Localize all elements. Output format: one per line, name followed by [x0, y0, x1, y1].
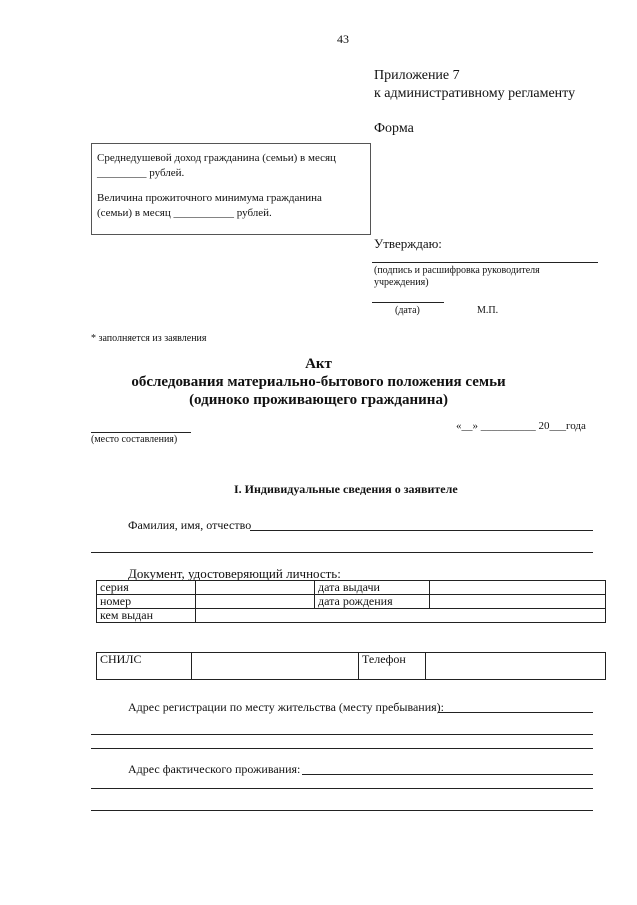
document-title: Акт	[305, 356, 332, 372]
form-label: Форма	[374, 121, 414, 136]
actual-address-label: Адрес фактического проживания:	[128, 762, 301, 776]
appendix-subtitle: к административному регламенту	[374, 86, 576, 101]
series-label: серия	[97, 581, 196, 595]
approve-date-line[interactable]	[372, 302, 444, 303]
table-row	[97, 653, 606, 680]
registration-address-line-3[interactable]	[91, 748, 593, 749]
actual-address-line-1[interactable]	[302, 774, 593, 775]
table-row	[97, 581, 606, 595]
table-row	[97, 595, 606, 609]
doc-label: Документ, удостоверяющий личность:	[128, 566, 341, 581]
footnote: * заполняется из заявления	[91, 333, 207, 344]
document-subtitle-2: (одиноко проживающего гражданина)	[189, 392, 448, 408]
document-table	[96, 580, 606, 623]
place-line[interactable]	[91, 432, 191, 433]
fio-line-1[interactable]	[250, 530, 593, 531]
fio-label: Фамилия, имя, отчество	[128, 518, 252, 532]
stamp-label: М.П.	[477, 305, 499, 316]
place-caption: (место составления)	[91, 434, 178, 445]
fio-line-2[interactable]	[91, 552, 593, 553]
number-label: номер	[97, 595, 196, 609]
issue-date-field[interactable]	[430, 581, 606, 595]
page-number: 43	[337, 32, 349, 46]
issue-date-label: дата выдачи	[315, 581, 430, 595]
appendix-title: Приложение 7	[374, 68, 460, 83]
number-field[interactable]	[196, 595, 315, 609]
date-caption: (дата)	[395, 305, 420, 316]
signature-caption-2: учреждения)	[374, 277, 429, 288]
registration-address-label: Адрес регистрации по месту жительства (месту пребывания):	[128, 700, 444, 714]
subsistence-line-1: Величина прожиточного минимума гражданина	[97, 192, 322, 204]
issued-by-field[interactable]	[196, 609, 606, 623]
document-subtitle: обследования материально-бытового положения семьи	[131, 374, 506, 390]
approve-label: Утверждаю:	[374, 236, 442, 251]
issued-by-label: кем выдан	[97, 609, 196, 623]
act-date[interactable]: «__» __________ 20___года	[456, 420, 586, 432]
actual-address-line-3[interactable]	[91, 810, 593, 811]
table-row	[97, 609, 606, 623]
snils-field[interactable]	[192, 653, 359, 680]
registration-address-line-2[interactable]	[91, 734, 593, 735]
snils-label: СНИЛС	[97, 653, 192, 680]
income-box	[91, 143, 371, 235]
signature-line[interactable]	[372, 262, 598, 263]
phone-label: Телефон	[359, 653, 426, 680]
series-field[interactable]	[196, 581, 315, 595]
phone-field[interactable]	[426, 653, 606, 680]
subsistence-line-2: (семьи) в месяц ___________ рублей.	[97, 207, 272, 219]
birth-date-field[interactable]	[430, 595, 606, 609]
snils-table	[96, 652, 606, 680]
income-line-1: Среднедушевой доход гражданина (семьи) в месяц	[97, 152, 336, 164]
birth-date-label: дата рождения	[315, 595, 430, 609]
signature-caption-1: (подпись и расшифровка руководителя	[374, 265, 540, 276]
income-line-2: _________ рублей.	[97, 167, 185, 179]
registration-address-line-1[interactable]	[438, 712, 593, 713]
section-heading: I. Индивидуальные сведения о заявителе	[234, 482, 458, 496]
actual-address-line-2[interactable]	[91, 788, 593, 789]
